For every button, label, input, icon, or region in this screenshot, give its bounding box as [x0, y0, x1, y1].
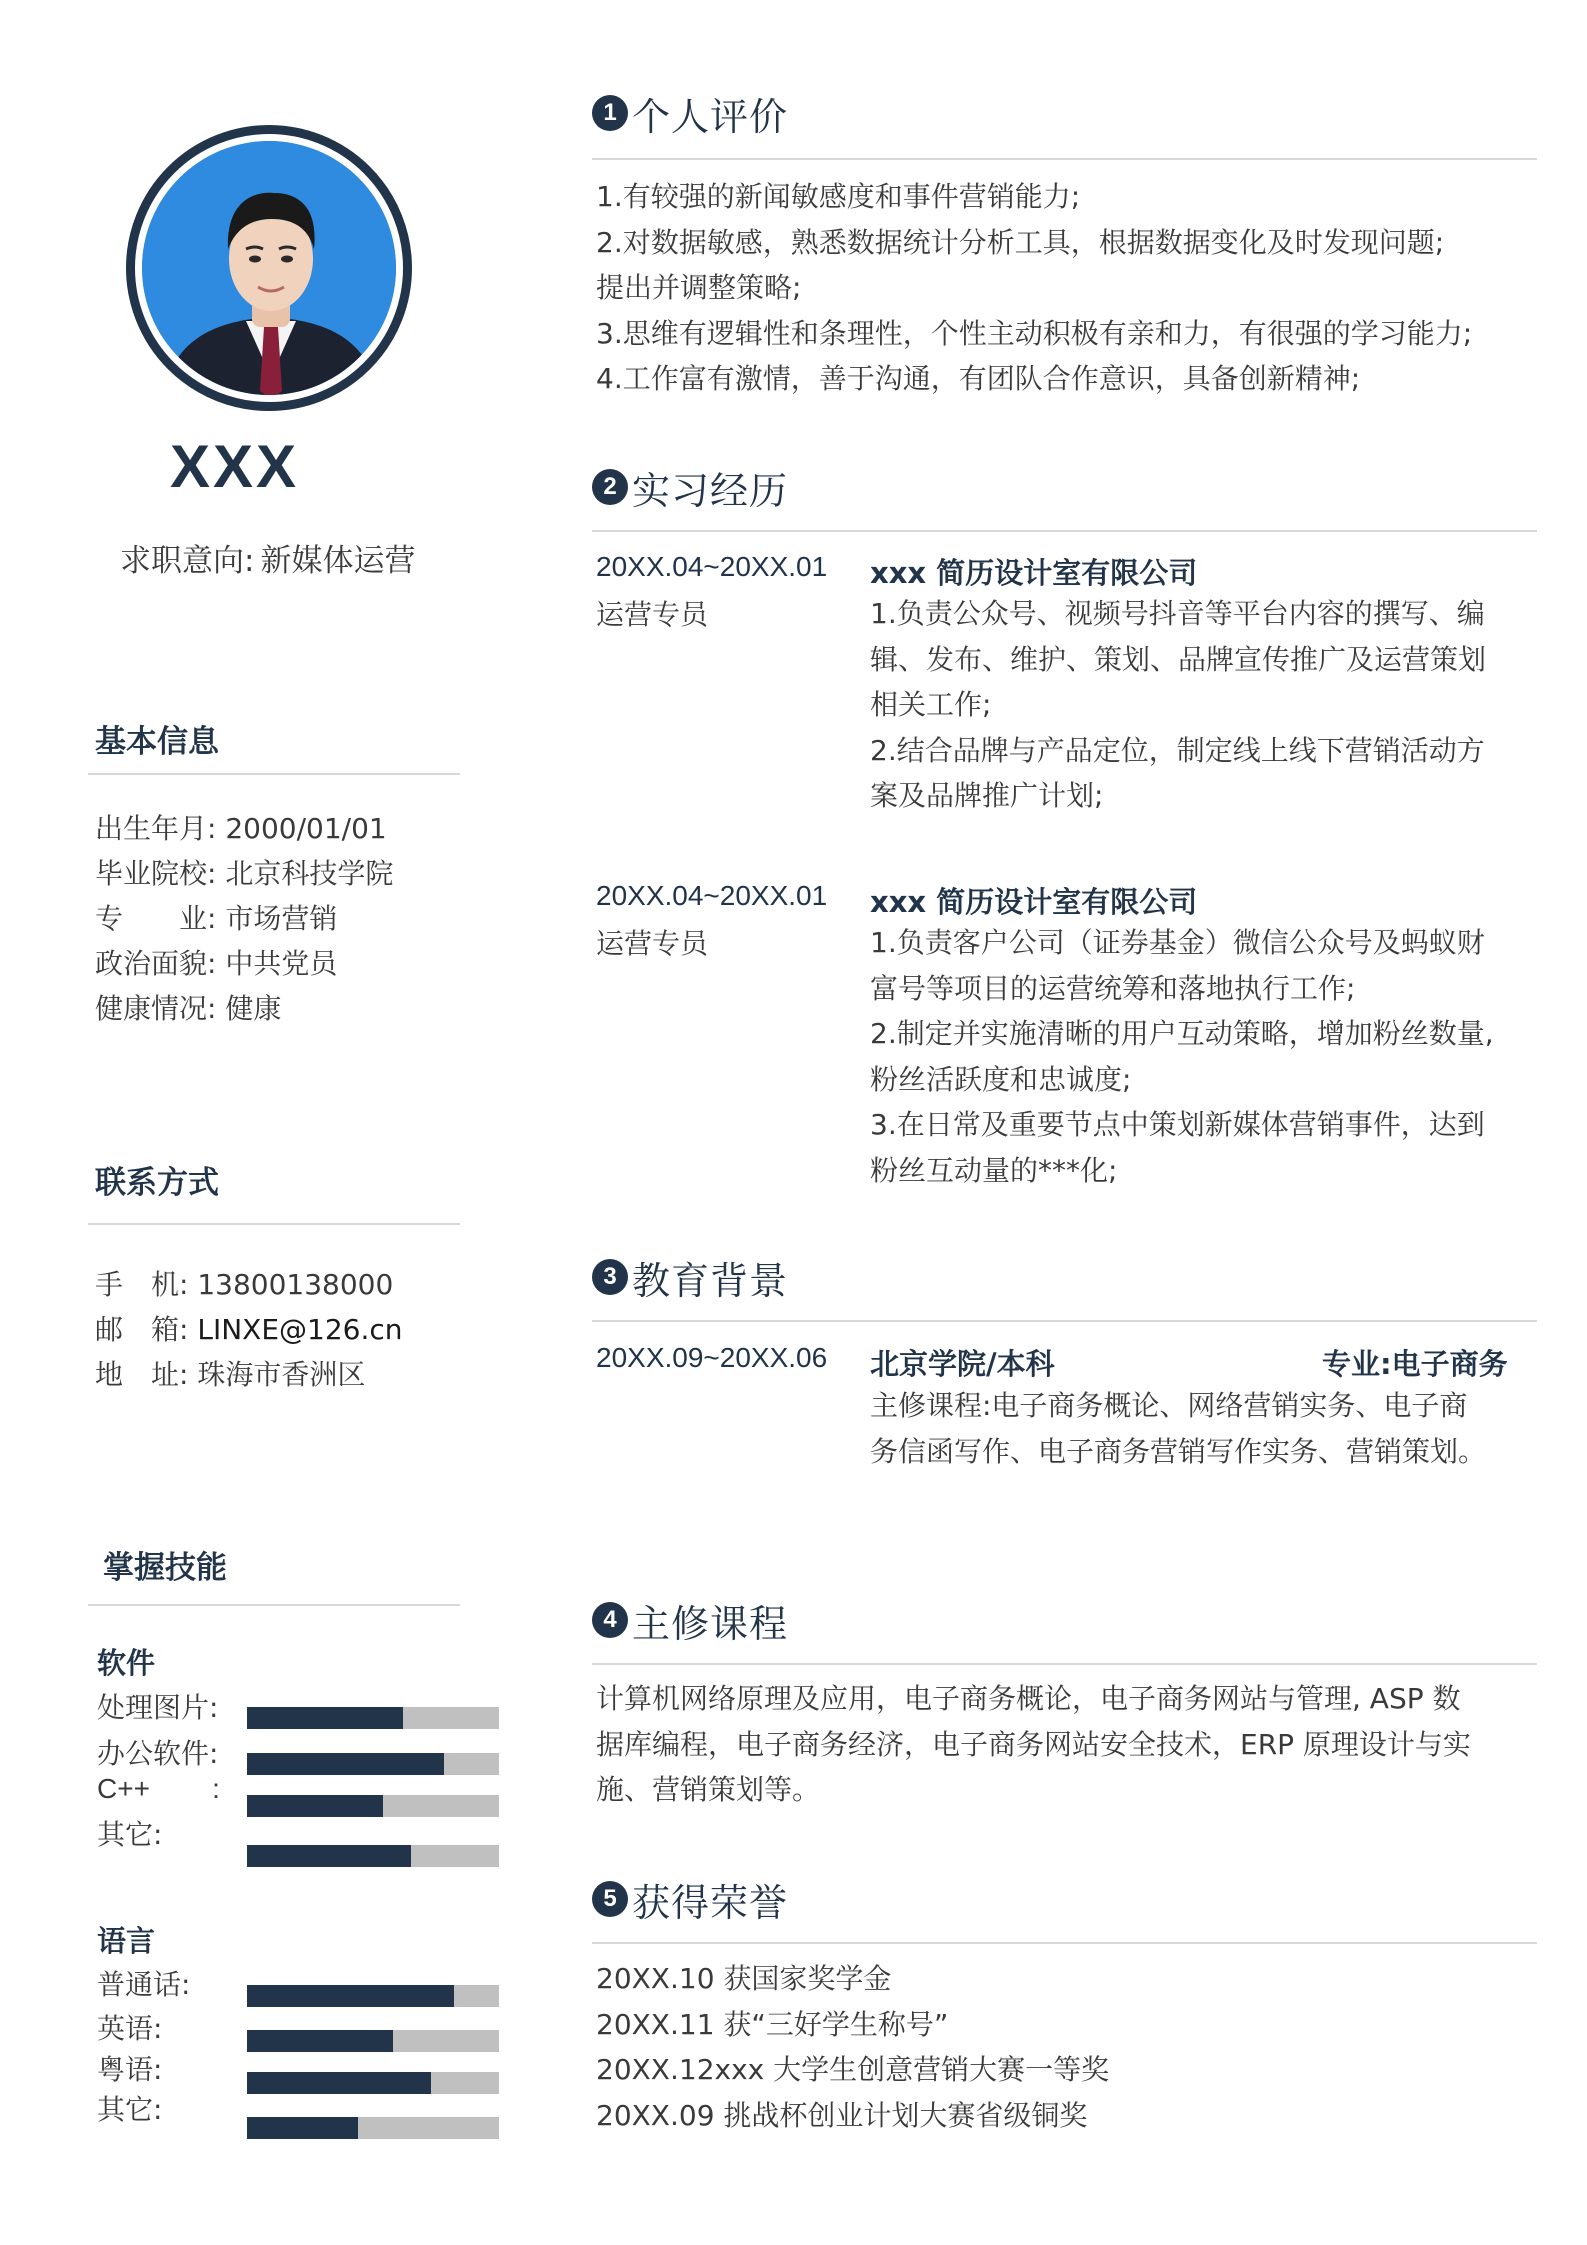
- info-value: 健康: [225, 992, 282, 1025]
- job-role: 运营专员: [596, 927, 709, 960]
- language-bar-fill: [247, 1985, 454, 2007]
- job-description-line: 粉丝互动量的***化;: [870, 1153, 1118, 1187]
- skill-label: 办公软件:: [97, 1737, 219, 1770]
- evaluation-line: 3.思维有逻辑性和条理性，个性主动积极有亲和力，有很强的学习能力;: [596, 316, 1473, 350]
- basic-info-health: [95, 986, 393, 1031]
- language-bar-fill: [247, 2072, 431, 2094]
- email-value[interactable]: LINXE@126.cn: [197, 1313, 403, 1346]
- job-role: 运营专员: [596, 598, 709, 631]
- job-description-line: 2.结合品牌与产品定位，制定线上线下营销活动方: [870, 733, 1485, 767]
- contact-divider: [88, 1223, 460, 1225]
- skill-label: C++ :: [97, 1773, 220, 1804]
- language-bar: [247, 2030, 499, 2052]
- job-intent-value: 新媒体运营: [260, 543, 416, 579]
- skill-bar: [247, 1795, 499, 1817]
- section-title: 个人评价: [632, 94, 789, 139]
- skill-label: 英语:: [97, 2012, 163, 2045]
- education-line: 主修课程:电子商务概论、网络营销实务、电子商: [870, 1389, 1468, 1422]
- section-title: 实习经历: [632, 468, 789, 513]
- section-number-badge: 5: [592, 1881, 628, 1917]
- info-value: 2000/01/01: [225, 812, 387, 845]
- job-description-line: 1.负责公众号、视频号抖音等平台内容的撰写、编: [870, 597, 1485, 630]
- info-value: 北京科技学院: [225, 857, 394, 890]
- skill-bar-fill: [247, 1795, 383, 1817]
- job-description: [870, 591, 1540, 819]
- skill-label: 其它:: [97, 2093, 163, 2126]
- language-bar-fill: [247, 2030, 393, 2052]
- job-description-line: 富号等项目的运营统筹和落地执行工作;: [870, 971, 1356, 1005]
- contact-phone: [95, 1262, 403, 1307]
- courses-line: 据库编程，电子商务经济，电子商务网站安全技术，ERP 原理设计与实: [596, 1727, 1471, 1761]
- phone-value[interactable]: 13800138000: [197, 1268, 394, 1301]
- section-internship-header: [592, 460, 788, 514]
- section-number-badge: 1: [592, 95, 628, 131]
- contact-title: 联系方式: [95, 1165, 219, 1201]
- basic-info-politics: [95, 941, 393, 986]
- evaluation-line: 2.对数据敏感，熟悉数据统计分析工具，根据数据变化及时发现问题;: [596, 225, 1445, 259]
- job-description-line: 2.制定并实施清晰的用户互动策略，增加粉丝数量,: [870, 1017, 1494, 1050]
- section-education-header: [592, 1250, 788, 1304]
- job-description: [870, 920, 1540, 1193]
- education-date: 20XX.09~20XX.06: [596, 1342, 828, 1373]
- software-subtitle: 软件: [97, 1646, 156, 1680]
- evaluation-text: [596, 174, 1541, 402]
- profile-photo: [126, 125, 412, 411]
- section-title: 教育背景: [632, 1258, 789, 1303]
- basic-info-list: [95, 806, 393, 1031]
- info-label: 专 业:: [95, 902, 217, 935]
- honor-item: 20XX.12xxx 大学生创意营销大赛一等奖: [596, 2053, 1110, 2086]
- basic-info-birth: [95, 806, 393, 851]
- basic-info-major: [95, 896, 393, 941]
- education-school: 北京学院/本科: [870, 1347, 1055, 1381]
- skill-bar: [247, 1753, 499, 1775]
- education-line: 务信函写作、电子商务营销写作实务、营销策划。: [870, 1434, 1487, 1468]
- section-divider: [592, 530, 1537, 532]
- job-description-line: 1.负责客户公司（证券基金）微信公众号及蚂蚁财: [870, 926, 1485, 959]
- section-title: 主修课程: [632, 1601, 789, 1646]
- info-label: 地 址:: [95, 1358, 189, 1391]
- info-label: 手 机:: [95, 1268, 189, 1301]
- info-value: 中共党员: [225, 947, 338, 980]
- honor-item: 20XX.10 获国家奖学金: [596, 1962, 892, 1995]
- skills-title: 掌握技能: [103, 1550, 227, 1586]
- job-description-line: 3.在日常及重要节点中策划新媒体营销事件，达到: [870, 1108, 1485, 1141]
- skill-label: 处理图片:: [97, 1691, 219, 1724]
- profile-photo-image: [142, 141, 396, 395]
- section-divider: [592, 1942, 1537, 1944]
- info-label: 毕业院校:: [95, 857, 217, 890]
- job-description-line: 案及品牌推广计划;: [870, 779, 1104, 812]
- person-portrait-icon: [142, 141, 396, 395]
- section-number-badge: 3: [592, 1259, 628, 1295]
- info-label: 邮 箱:: [95, 1313, 189, 1346]
- job-description-line: 粉丝活跃度和忠诚度;: [870, 1062, 1132, 1096]
- courses-line: 施、营销策划等。: [596, 1773, 821, 1806]
- skill-bar: [247, 1707, 499, 1729]
- info-label: 健康情况:: [95, 992, 217, 1025]
- language-bar: [247, 2072, 499, 2094]
- info-label: 出生年月:: [95, 812, 217, 845]
- section-divider: [592, 1663, 1537, 1665]
- skill-bar-fill: [247, 1707, 403, 1729]
- job-intent-label: 求职意向:: [120, 543, 255, 579]
- info-label: 政治面貌:: [95, 947, 217, 980]
- section-title: 获得荣誉: [632, 1880, 789, 1925]
- info-value: 市场营销: [225, 902, 338, 935]
- job-company: xxx 简历设计室有限公司: [870, 885, 1198, 919]
- section-divider: [592, 158, 1537, 160]
- job-description-line: 相关工作;: [870, 688, 992, 721]
- skill-label: 其它:: [97, 1818, 163, 1851]
- basic-info-school: [95, 851, 393, 896]
- honor-item: 20XX.09 挑战杯创业计划大赛省级铜奖: [596, 2098, 1088, 2132]
- language-subtitle: 语言: [97, 1924, 156, 1958]
- basic-info-divider: [88, 773, 460, 775]
- candidate-name: XXX: [170, 433, 300, 500]
- section-number-badge: 2: [592, 469, 628, 505]
- skill-label: 普通话:: [97, 1968, 191, 2001]
- section-evaluation-header: [592, 86, 788, 140]
- courses-line: 计算机网络原理及应用，电子商务概论，电子商务网站与管理, ASP 数: [596, 1682, 1461, 1715]
- honors-list: [596, 1956, 1541, 2138]
- job-intent: [120, 535, 415, 580]
- skill-label: 粤语:: [97, 2053, 163, 2086]
- section-number-badge: 4: [592, 1602, 628, 1638]
- job-date: 20XX.04~20XX.01: [596, 880, 828, 911]
- address-value: 珠海市香洲区: [197, 1358, 366, 1391]
- contact-list: [95, 1262, 403, 1397]
- section-honors-header: [592, 1872, 788, 1926]
- language-bar: [247, 1985, 499, 2007]
- language-bar: [247, 2117, 499, 2139]
- job-date: 20XX.04~20XX.01: [596, 551, 828, 582]
- contact-email: [95, 1307, 403, 1352]
- contact-address: [95, 1352, 403, 1397]
- skill-bar-fill: [247, 1753, 444, 1775]
- skill-bar-fill: [247, 1845, 411, 1867]
- job-description-line: 辑、发布、维护、策划、品牌宣传推广及运营策划: [870, 642, 1487, 676]
- skill-bar: [247, 1845, 499, 1867]
- education-major: 专业:电子商务: [1322, 1347, 1508, 1381]
- section-divider: [592, 1320, 1537, 1322]
- basic-info-title: 基本信息: [95, 724, 219, 760]
- section-courses-header: [592, 1593, 788, 1647]
- evaluation-line: 1.有较强的新闻敏感度和事件营销能力;: [596, 180, 1081, 213]
- education-description: [870, 1383, 1540, 1474]
- honor-item: 20XX.11 获“三好学生称号”: [596, 2007, 949, 2041]
- skills-divider: [88, 1604, 460, 1606]
- language-bar-fill: [247, 2117, 358, 2139]
- evaluation-line: 4.工作富有激情，善于沟通，有团队合作意识，具备创新精神;: [596, 362, 1361, 395]
- job-company: xxx 简历设计室有限公司: [870, 556, 1198, 590]
- courses-text: [596, 1676, 1541, 1813]
- evaluation-line: 提出并调整策略;: [596, 271, 802, 304]
